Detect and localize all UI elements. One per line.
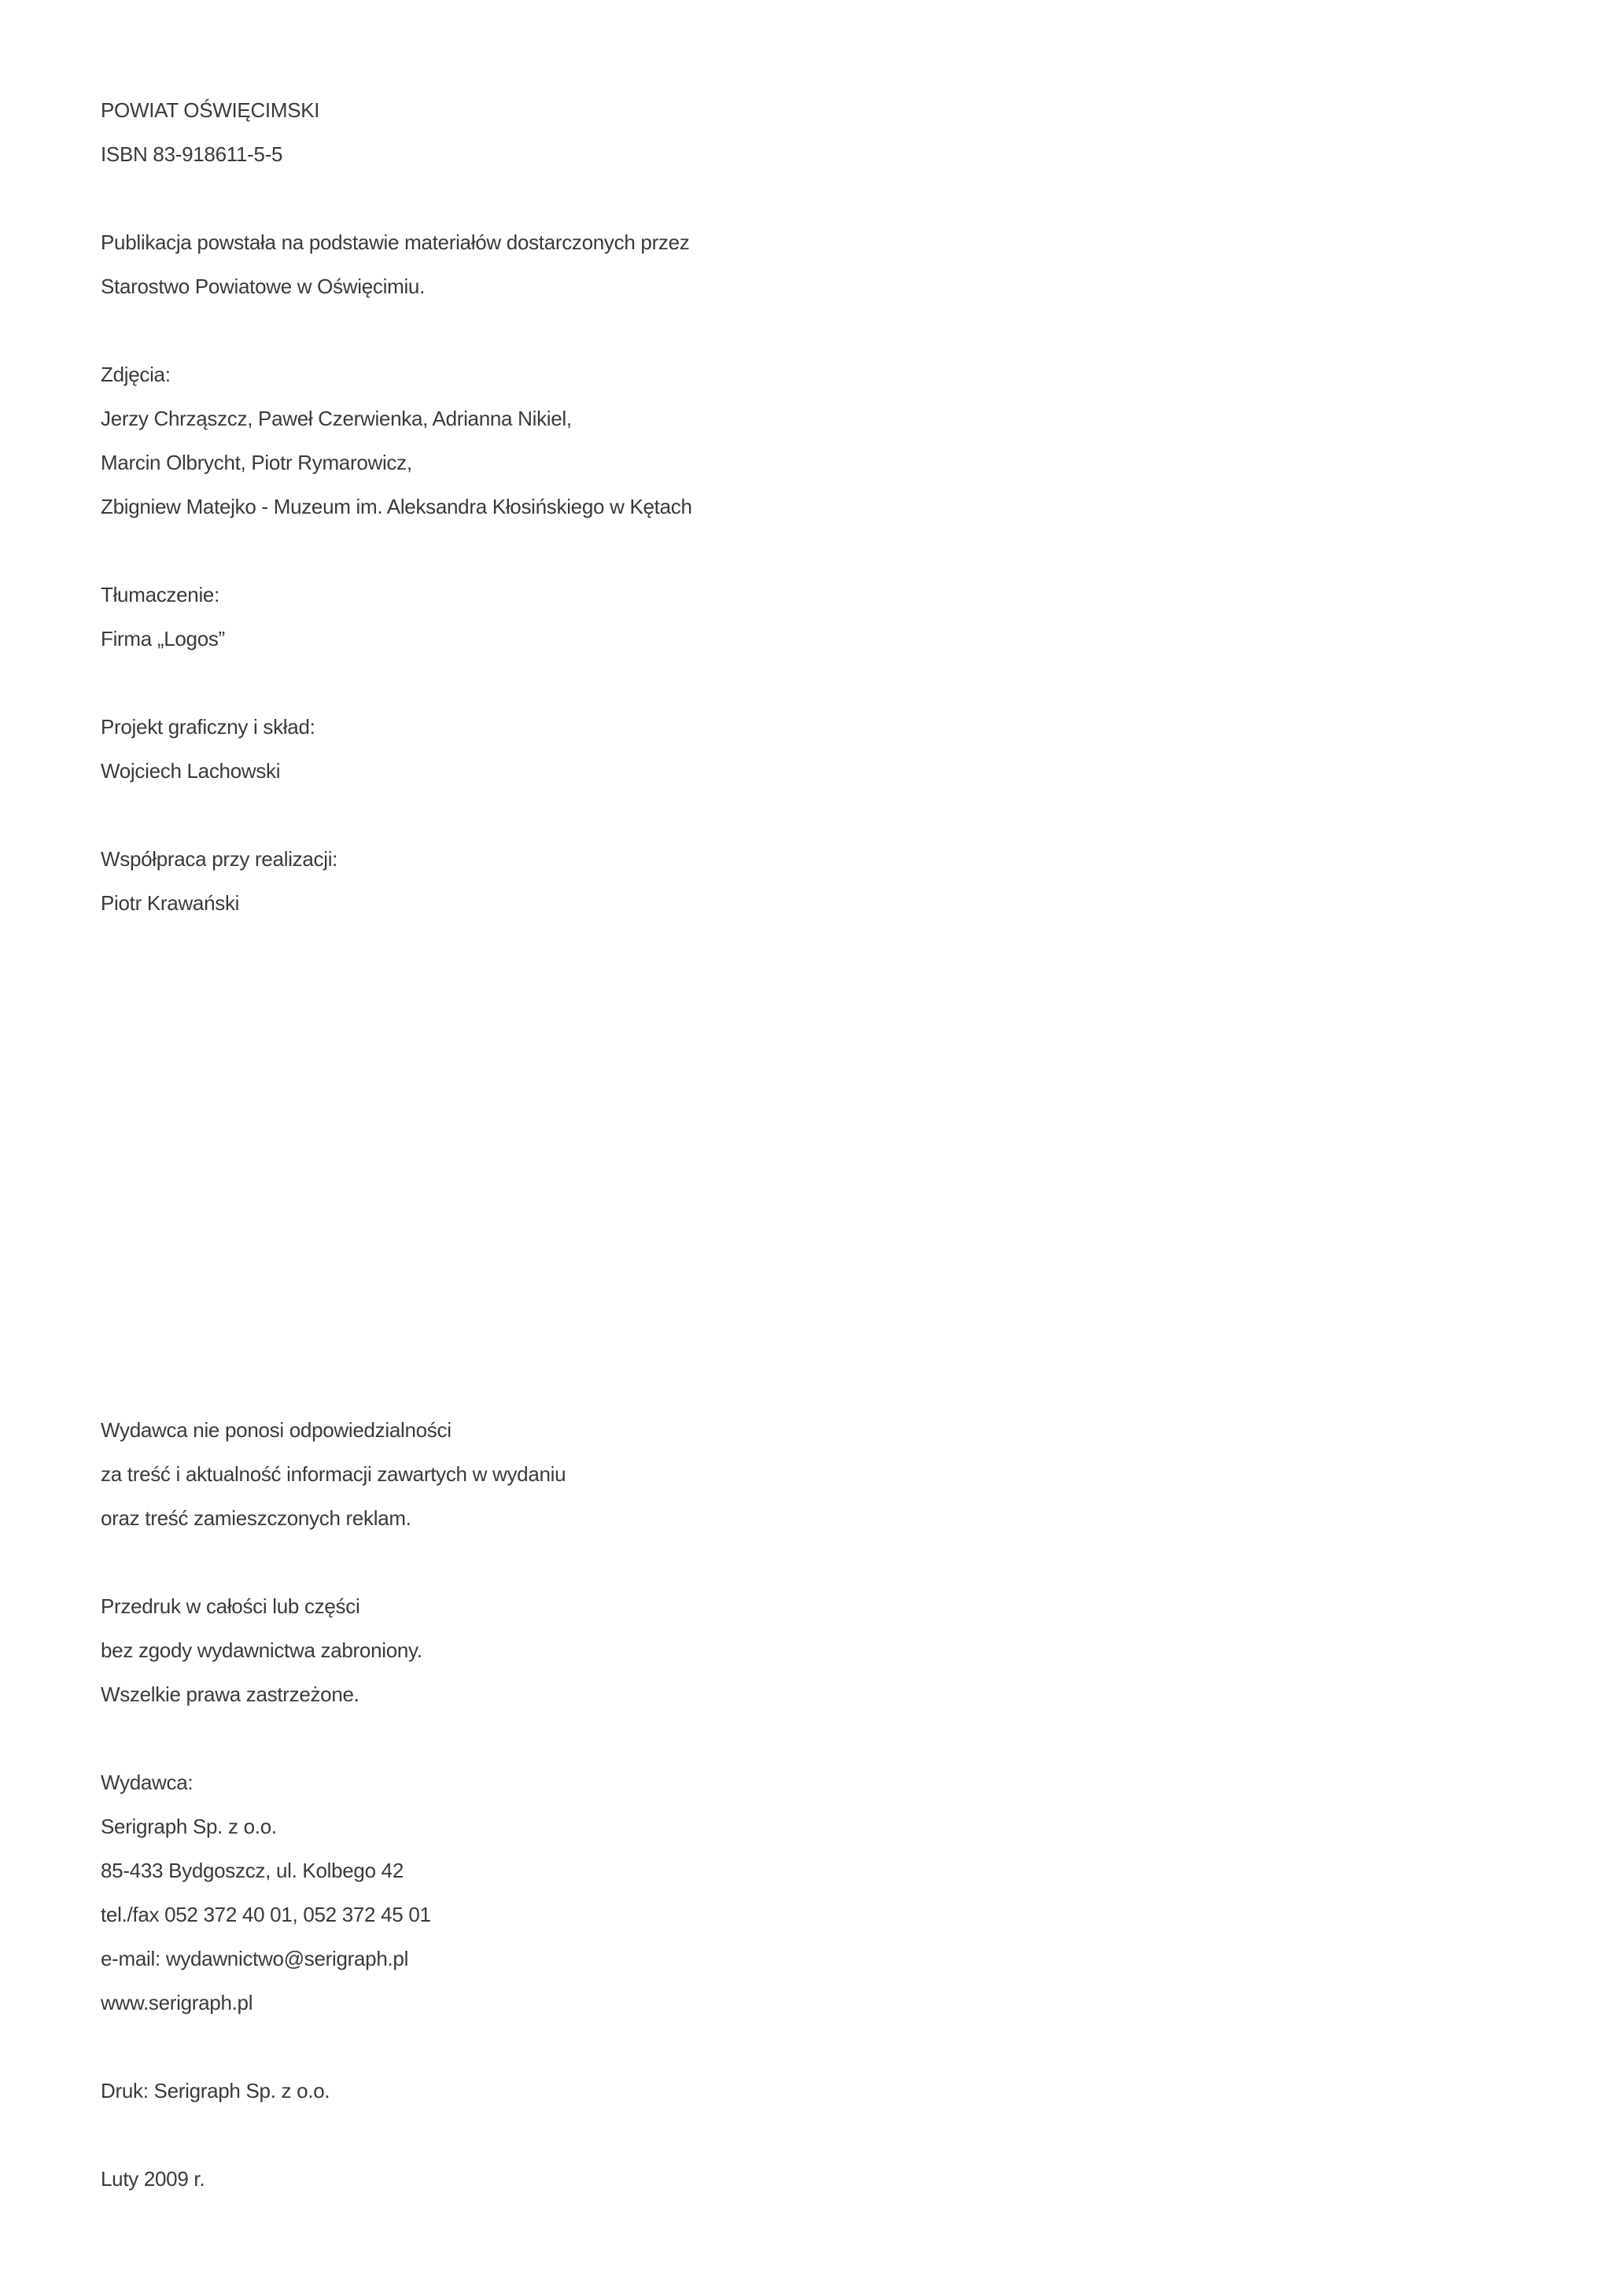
publication-title: POWIAT OŚWIĘCIMSKI	[101, 98, 320, 122]
spacer	[101, 1540, 566, 1584]
publisher-email: e-mail: wydawnictwo@serigraph.pl	[101, 1947, 409, 1970]
disclaimer-line: Wydawca nie ponosi odpowiedzialności	[101, 1418, 452, 1442]
cooperation-label: Współpraca przy realizacji:	[101, 847, 338, 871]
photos-label: Zdjęcia:	[101, 363, 171, 386]
spacer	[101, 1716, 566, 1760]
publisher-label: Wydawca:	[101, 1771, 194, 1794]
spacer	[101, 661, 692, 705]
publisher-website: www.serigraph.pl	[101, 1991, 253, 2014]
source-note-line: Starostwo Powiatowe w Oświęcimiu.	[101, 275, 426, 298]
isbn-number: ISBN 83-918611-5-5	[101, 142, 283, 166]
publisher-name: Serigraph Sp. z o.o.	[101, 1815, 277, 1838]
photos-credit-line: Jerzy Chrząszcz, Paweł Czerwienka, Adrianna Nikiel,	[101, 407, 572, 430]
disclaimer-line: oraz treść zamieszczonych reklam.	[101, 1506, 411, 1530]
spacer	[101, 308, 692, 352]
design-label: Projekt graficzny i skład:	[101, 715, 315, 739]
design-value: Wojciech Lachowski	[101, 759, 281, 783]
copyright-line: Przedruk w całości lub części	[101, 1594, 360, 1618]
imprint-header-block	[101, 88, 692, 925]
publisher-phone: tel./fax 052 372 40 01, 052 372 45 01	[101, 1903, 431, 1926]
publication-date: Luty 2009 r.	[101, 2167, 205, 2191]
translation-label: Tłumaczenie:	[101, 583, 220, 606]
print-info: Druk: Serigraph Sp. z o.o.	[101, 2079, 330, 2103]
photos-credit-line: Zbigniew Matejko - Muzeum im. Aleksandra Kłosińskiego w Kętach	[101, 495, 692, 518]
imprint-footer-block	[101, 1408, 566, 2201]
spacer	[101, 793, 692, 837]
spacer	[101, 529, 692, 573]
photos-credit-line: Marcin Olbrycht, Piotr Rymarowicz,	[101, 451, 412, 474]
disclaimer-line: za treść i aktualność informacji zawartych w wydaniu	[101, 1462, 566, 1486]
translation-value: Firma „Logos”	[101, 627, 225, 650]
publisher-address: 85-433 Bydgoszcz, ul. Kolbego 42	[101, 1859, 404, 1882]
cooperation-value: Piotr Krawański	[101, 891, 240, 915]
copyright-line: Wszelkie prawa zastrzeżone.	[101, 1682, 359, 1706]
source-note-line: Publikacja powstała na podstawie materiałów dostarczonych przez	[101, 230, 690, 254]
spacer	[101, 176, 692, 220]
spacer	[101, 2113, 566, 2157]
spacer	[101, 2025, 566, 2069]
copyright-line: bez zgody wydawnictwa zabroniony.	[101, 1638, 422, 1662]
